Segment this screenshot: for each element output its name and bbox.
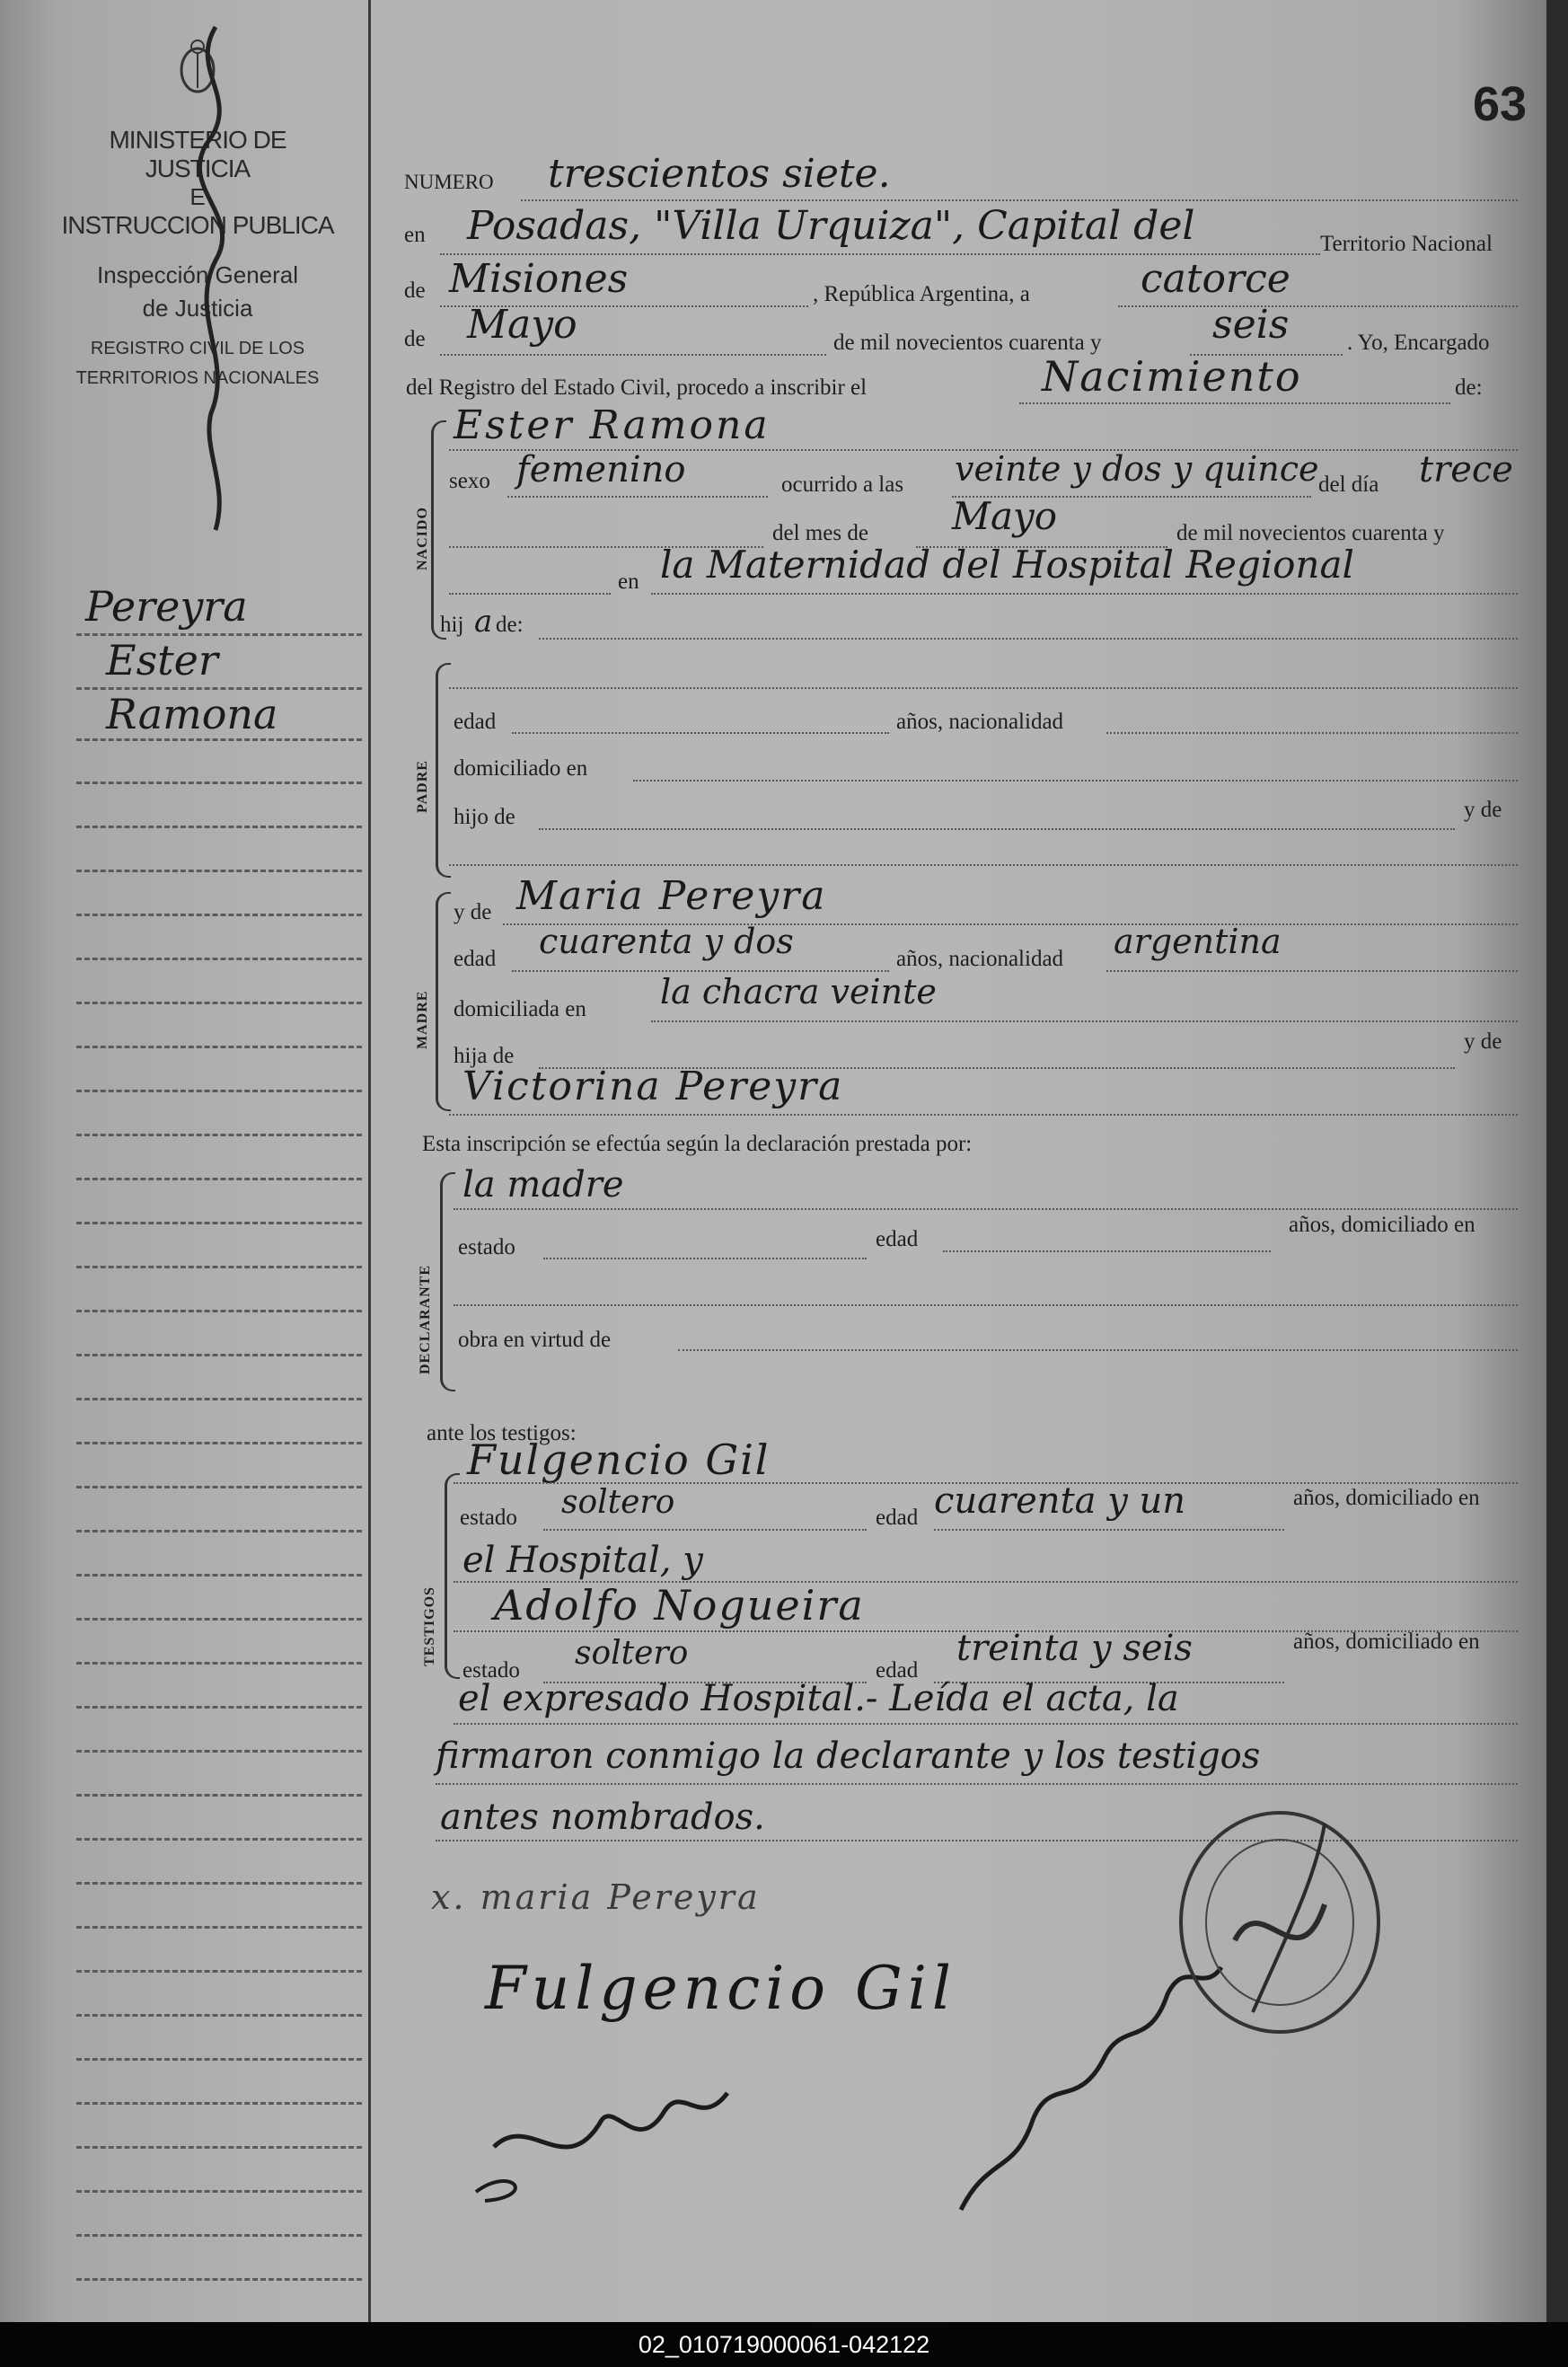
- entry-lugar: Posadas, "Villa Urquiza", Capital del: [467, 203, 1195, 249]
- entry-abuela: Victorina Pereyra: [462, 1064, 844, 1109]
- rule: [449, 687, 1518, 689]
- rule: [449, 593, 611, 595]
- official-seal-icon: [1172, 1806, 1387, 2039]
- margin-divider: [368, 0, 371, 2322]
- ministry-line: E: [189, 183, 206, 210]
- label-anios-dom-t2: años, domiciliado en: [1293, 1630, 1480, 1654]
- label-republica: , República Argentina, a: [813, 282, 1030, 306]
- ministry-line: REGISTRO CIVIL DE LOS: [90, 339, 305, 358]
- label-del-dia: del día: [1318, 473, 1379, 497]
- label-edad-t1: edad: [876, 1506, 919, 1530]
- label-hijo-de2: hijo de: [454, 805, 515, 829]
- entry-testigo1: Fulgencio Gil: [467, 1435, 771, 1484]
- label-anios-nac-madre: años, nacionalidad: [896, 947, 1064, 971]
- margin-line: [76, 914, 362, 916]
- margin-line: [76, 633, 362, 636]
- label-domiciliado: domiciliado en: [454, 756, 588, 781]
- label-domiciliada: domiciliada en: [454, 997, 586, 1021]
- margin-line: [76, 1662, 362, 1665]
- rule: [934, 1529, 1284, 1531]
- margin-line: [76, 1266, 362, 1268]
- rule: [454, 1208, 1518, 1210]
- rule: [521, 199, 1518, 201]
- section-brace: [436, 663, 451, 878]
- section-label-madre: MADRE: [415, 990, 430, 1049]
- entry-cierre1: el expresado Hospital.- Leída el acta, la: [458, 1678, 1179, 1719]
- entry-anio: seis: [1212, 302, 1290, 348]
- image-id-footer: 02_010719000061-042122: [0, 2322, 1568, 2367]
- section-label-testigos: TESTIGOS: [422, 1586, 437, 1666]
- section-label-declarante: DECLARANTE: [418, 1264, 433, 1374]
- ministry-line: MINISTERIO DE JUSTICIA: [109, 126, 286, 182]
- entry-madre-nombre: Maria Pereyra: [516, 873, 827, 919]
- entry-hora: veinte y dos y quince: [955, 449, 1319, 489]
- label-de-mil2: de mil novecientos cuarenta y: [1176, 521, 1445, 545]
- entry-nombre: Ester Ramona: [454, 402, 771, 448]
- entry-testigo2-edad: treinta y seis: [956, 1628, 1193, 1669]
- page-edge: [1546, 0, 1568, 2322]
- margin-line: [76, 738, 362, 741]
- page-number: 63: [1473, 77, 1528, 131]
- label-ocurrido: ocurrido a las: [781, 473, 904, 497]
- section-label-padre: PADRE: [415, 760, 430, 813]
- section-brace: [431, 420, 446, 640]
- entry-testigo2-estado: soltero: [575, 1635, 689, 1672]
- margin-line: [76, 2058, 362, 2061]
- margin-line: [76, 1002, 362, 1004]
- rule: [539, 828, 1455, 830]
- section-label-nacido: NACIDO: [415, 507, 430, 570]
- margin-line: [76, 2102, 362, 2105]
- margin-line: [76, 1530, 362, 1532]
- margin-line: [76, 1882, 362, 1885]
- rule: [1019, 402, 1450, 404]
- margin-line: [76, 958, 362, 960]
- label-hijo: hij: [440, 613, 464, 637]
- rule: [543, 1258, 867, 1259]
- margin-line: [76, 1046, 362, 1048]
- label-esta-inscripcion: Esta inscripción se efectúa según la declaración prestada por:: [422, 1132, 973, 1156]
- rule: [651, 593, 1518, 595]
- entry-mes: Mayo: [467, 302, 577, 348]
- entry-hij-suffix: a: [474, 604, 493, 640]
- label-de2: de: [404, 327, 426, 351]
- label-obra: obra en virtud de: [458, 1328, 612, 1352]
- margin-line: [76, 1970, 362, 1973]
- label-del-mes: del mes de: [772, 521, 868, 545]
- margin-line: [76, 1442, 362, 1444]
- entry-sexo: femenino: [516, 449, 686, 490]
- rule: [633, 780, 1518, 782]
- margin-line: [76, 1486, 362, 1488]
- rule: [454, 1304, 1518, 1306]
- section-brace: [440, 1172, 455, 1391]
- section-brace: [436, 892, 451, 1111]
- signature-testigo2: [458, 2057, 763, 2210]
- ministry-line: INSTRUCCION PUBLICA: [61, 211, 334, 239]
- rule: [943, 1250, 1271, 1252]
- rule: [440, 354, 826, 356]
- rule: [449, 1114, 1518, 1116]
- margin-line: [76, 2190, 362, 2193]
- label-y-de-madre: y de: [454, 900, 492, 924]
- label-hijo-de: de:: [496, 613, 524, 637]
- signature-madre: x. maria Pereyra: [431, 1877, 761, 1917]
- margin-signature: [180, 18, 251, 539]
- ministry-line: de Justicia: [142, 295, 253, 322]
- label-de-colon: de:: [1455, 375, 1483, 400]
- margin-line: [76, 1750, 362, 1753]
- rule: [440, 253, 1320, 255]
- margin-line: [76, 2234, 362, 2237]
- margin-surname: Pereyra: [85, 582, 248, 631]
- margin-line: [76, 870, 362, 872]
- ministry-line: Inspección General: [96, 261, 299, 288]
- margin-line: [76, 1794, 362, 1797]
- rule: [651, 1020, 1518, 1022]
- margin-line: [76, 1178, 362, 1180]
- entry-territorio: Misiones: [449, 256, 629, 302]
- rule: [678, 1349, 1518, 1351]
- ministry-line: TERRITORIOS NACIONALES: [75, 368, 320, 388]
- label-hija-de: hija de: [454, 1044, 515, 1068]
- entry-testigo1-edad: cuarenta y un: [934, 1480, 1186, 1522]
- margin-second-name: Ramona: [106, 690, 278, 738]
- label-en-lugar: en: [618, 570, 639, 594]
- rule: [449, 864, 1518, 866]
- margin-line: [76, 1354, 362, 1356]
- margin-line: [76, 1090, 362, 1092]
- label-estado-t2: estado: [462, 1658, 520, 1683]
- entry-testigo2: Adolfo Nogueira: [494, 1581, 865, 1630]
- label-edad-decl: edad: [876, 1227, 919, 1251]
- section-brace: [445, 1473, 460, 1679]
- margin-line: [76, 1310, 362, 1312]
- signature-testigo1: Fulgencio Gil: [485, 1954, 956, 2023]
- rule: [1118, 305, 1518, 307]
- label-anios-dom: años, domiciliado en: [1289, 1213, 1476, 1237]
- label-estado: estado: [458, 1235, 515, 1259]
- entry-madre-nac: argentina: [1114, 922, 1282, 961]
- label-y-de3: y de: [1464, 1029, 1502, 1054]
- margin-line: [76, 687, 362, 690]
- margin-line: [76, 782, 362, 784]
- label-registro: del Registro del Estado Civil, procedo a inscribir el: [406, 375, 868, 400]
- label-de-mil: de mil novecientos cuarenta y: [833, 331, 1102, 355]
- label-numero: NUMERO: [404, 171, 494, 193]
- entry-madre-edad: cuarenta y dos: [539, 922, 794, 961]
- rule: [1106, 970, 1518, 972]
- label-y-de: y de: [1464, 798, 1502, 822]
- label-edad: edad: [454, 710, 497, 734]
- margin-line: [76, 2146, 362, 2149]
- entry-testigo1-dom: el Hospital, y: [462, 1540, 703, 1581]
- margin-line: [76, 1926, 362, 1929]
- rule: [436, 1783, 1518, 1785]
- margin-line: [76, 2278, 362, 2281]
- label-en: en: [404, 223, 426, 247]
- entry-dia: trece: [1419, 449, 1513, 490]
- label-de: de: [404, 278, 426, 303]
- margin-line: [76, 826, 362, 828]
- rule: [454, 1723, 1518, 1725]
- margin-line: [76, 1618, 362, 1621]
- entry-cierre2: firmaron conmigo la declarante y los testigos: [436, 1736, 1261, 1777]
- margin-line: [76, 1134, 362, 1136]
- label-sexo: sexo: [449, 469, 490, 493]
- entry-madre-dom: la chacra veinte: [660, 972, 937, 1011]
- label-anios-dom-t1: años, domiciliado en: [1293, 1486, 1480, 1510]
- label-estado-t1: estado: [460, 1506, 517, 1530]
- entry-declarante: la madre: [462, 1164, 624, 1206]
- margin-line: [76, 2014, 362, 2017]
- entry-cierre3: antes nombrados.: [440, 1797, 765, 1838]
- margin-line: [76, 1574, 362, 1577]
- rule: [1106, 732, 1518, 734]
- label-edad-madre: edad: [454, 947, 497, 971]
- entry-numero: trescientos siete.: [548, 151, 891, 197]
- label-anios-nac: años, nacionalidad: [896, 710, 1064, 734]
- margin-line: [76, 1838, 362, 1841]
- rule: [507, 496, 768, 498]
- margin-line: [76, 1222, 362, 1224]
- entry-acto: Nacimiento: [1042, 352, 1302, 401]
- label-territorio: Territorio Nacional: [1320, 232, 1493, 256]
- rule: [512, 732, 889, 734]
- margin-first-name: Ester: [106, 636, 218, 684]
- rule: [543, 1529, 867, 1531]
- margin-line: [76, 1706, 362, 1709]
- entry-mes-nac: Mayo: [952, 494, 1058, 538]
- rule: [539, 638, 1518, 640]
- label-yo-encargado: . Yo, Encargado: [1347, 331, 1490, 355]
- label-ante: ante los testigos:: [427, 1421, 577, 1445]
- entry-testigo1-estado: soltero: [561, 1484, 675, 1521]
- margin-line: [76, 1398, 362, 1400]
- entry-lugar-nac: la Maternidad del Hospital Regional: [660, 543, 1354, 587]
- entry-dia-letras: catorce: [1141, 256, 1291, 302]
- label-edad-t2: edad: [876, 1658, 919, 1683]
